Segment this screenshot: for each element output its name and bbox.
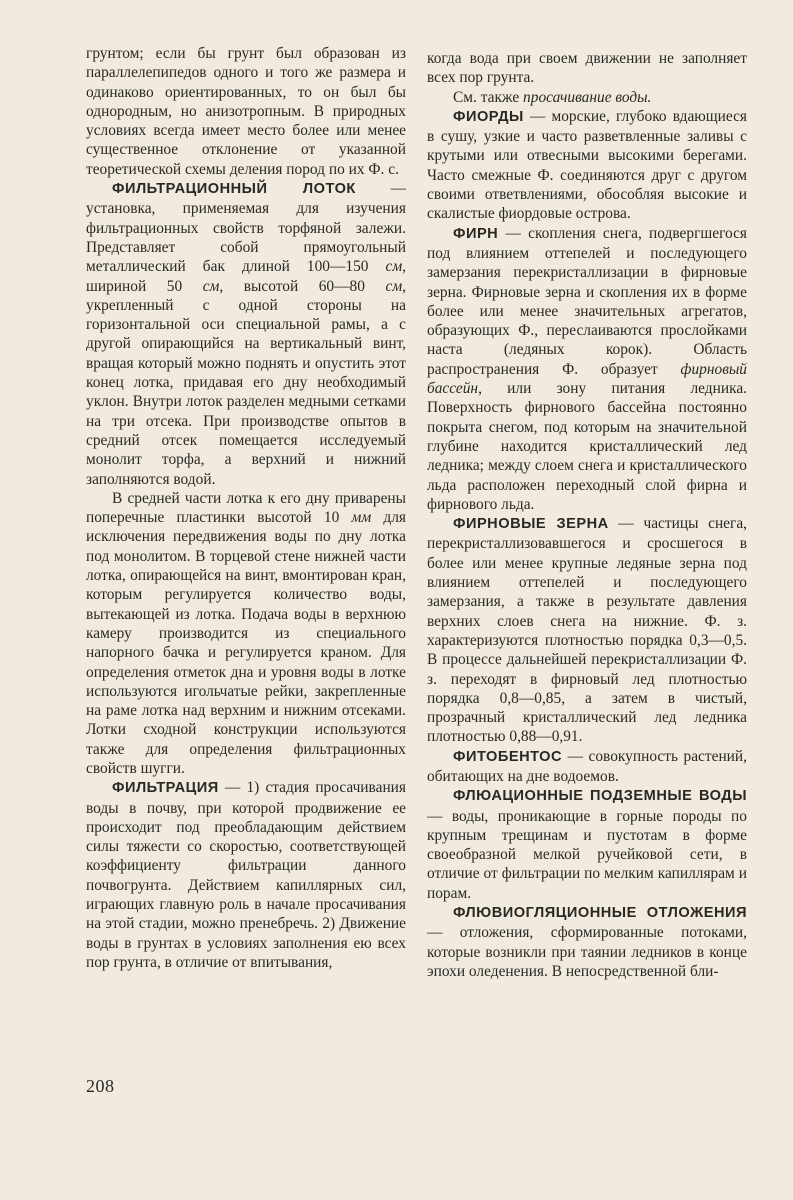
continued-paragraph: когда вода при своем движении не заполняет всех пор грунта. (427, 50, 747, 87)
entry-term: ФИРН (453, 225, 499, 242)
entry-fjords: ФИОРДЫ — морские, глубоко вдающиеся в сушу, узкие и часто разветвленные заливы с крутыми или отвесными высокими берегами. Часто смежные Ф. соединяются друг с другом своими ответвлениями, обособляя высокие и скалистые фиордовые острова. (427, 107, 747, 223)
right-column (427, 49, 747, 981)
cross-reference: просачивание воды. (523, 88, 652, 106)
see-also: См. также просачивание воды. (453, 88, 652, 106)
entry-firn-grains: ФИРНОВЫЕ ЗЕРНА — частицы снега, перекристаллизовавшегося и сросшегося в более или менее крупные ледяные зерна под влиянием оттепелей и последующего замерзания, а также в результате давления верхних слоев снега на нижние. Ф. з. характеризуются плотностью порядка 0,3—0,5. В процессе дальнейшей перекристаллизации Ф. з. переходят в фирновый лед плотностью порядка 0,8—0,85, а затем в чистый, прозрачный кристаллический лед ледника плотностью 0,88—0,91. (427, 515, 748, 746)
left-column (86, 44, 406, 972)
entry-firn: ФИРН — скопления снега, подвергшегося под влиянием оттепелей и последующего замерзания перекристаллизации в фирновые зерна. Фирновые зерна и скопления их в форме более или менее значительных агрегатов, образующих Ф., переслаиваются прослойками наста (ледяных корок). Область распространения Ф. образует фирновый бассейн, или зону питания ледника. Поверхность фирнового бассейна постоянно покрыта снегом, под которым на значительной глубине находится кристаллический лед ледника; между слоем снега и кристаллического льда расположен переходный слой фирна и фирнового льда. (427, 224, 747, 513)
entry-term: ФИОРДЫ (453, 108, 524, 125)
entry-term: ФИЛЬТРАЦИЯ (112, 780, 219, 797)
entry-phytobenthos: ФИТОБЕНТОС — совокупность растений, обитающих на дне водоемов. (427, 747, 747, 785)
entry-term: ФИРНОВЫЕ ЗЕРНА (453, 516, 609, 533)
continued-paragraph: грунтом; если бы грунт был образован из параллелепипедов одного и того же размера и одинаково ориентированных, то он был бы однородным, но анизотропным. В природных условиях всегда имеет место более или менее существенное отклонение от указанной теоретической схемы деления пород по их Ф. с. (86, 45, 406, 178)
entry-fluation-waters: ФЛЮАЦИОННЫЕ ПОДЗЕМНЫЕ ВОДЫ — воды, проникающие в горные породы по крупным трещинам и пустотам в форме своеобразной мелкой ручейковой сети, в отличие от фильтрации по мелким капиллярам и порам. (427, 788, 747, 902)
entry-filtration-tray: ФИЛЬТРАЦИОННЫЙ ЛОТОК — установка, применяемая для изучения фильтрационных свойств торфяной залежи. Представляет собой прямоугольный металлический бак длиной 100—150 см, шириной 50 см, высотой 60—80 см, укрепленный с одной стороны на горизонтальной оси специальной рамы, а с другой опирающийся на вертикальный винт, вращая который можно поднять и опустить этот конец лотка, придавая его дну необходимый уклон. Внутри лоток разделен медными сетками на три отсека. При производстве опытов в средний отсек помещается исследуемый монолит торфа, а верхний и нижний заполняются водой. (86, 180, 406, 488)
page-number: 208 (86, 1076, 115, 1096)
entry-term: ФЛЮВИОГЛЯЦИОННЫЕ ОТЛОЖЕНИЯ (453, 905, 747, 922)
entry-term: ФИТОБЕНТОС (453, 748, 563, 765)
entry-term: ФИЛЬТРАЦИОННЫЙ ЛОТОК (112, 181, 356, 198)
entry-fluvioglacial: ФЛЮВИОГЛЯЦИОННЫЕ ОТЛОЖЕНИЯ — отложения, сформированные потоками, которые возникли при таянии ледников в конце эпохи оледенения. В непосредственной бли- (427, 905, 747, 980)
entry-term: ФЛЮАЦИОННЫЕ ПОДЗЕМНЫЕ ВОДЫ (453, 788, 747, 805)
entry-filtration-tray-cont: В средней части лотка к его дну приварены поперечные пластинки высотой 10 мм для исключения передвижения воды по дну лотка под монолитом. В торцевой стене нижней части лотка, опирающейся на винт, вмонтирован кран, которым регулируется количество воды, вытекающей из лотка. Подача воды в верхнюю камеру производится из специального напорного бачка и регулируется краном. Для определения отметок дна и уровня воды в лотке используются игольчатые рейки, закрепленные на раме лотка над верхним и нижним отсеками. Лотки сходной конструкции используются также для определения фильтрационных свойств шугги. (86, 489, 406, 777)
entry-filtration: ФИЛЬТРАЦИЯ — 1) стадия просачивания воды в почву, при которой продвижение ее происходит под преобладающим действием силы тяжести со скоростью, соответствующей коэффициенту фильтрации данного почвогрунта. Действием капиллярных сил, играющих главную роль в начале просачивания на этой стадии, можно пренебречь. 2) Движение воды в грунтах в условиях заполнения ею всех пор грунта, в отличие от впитывания, (86, 779, 406, 971)
